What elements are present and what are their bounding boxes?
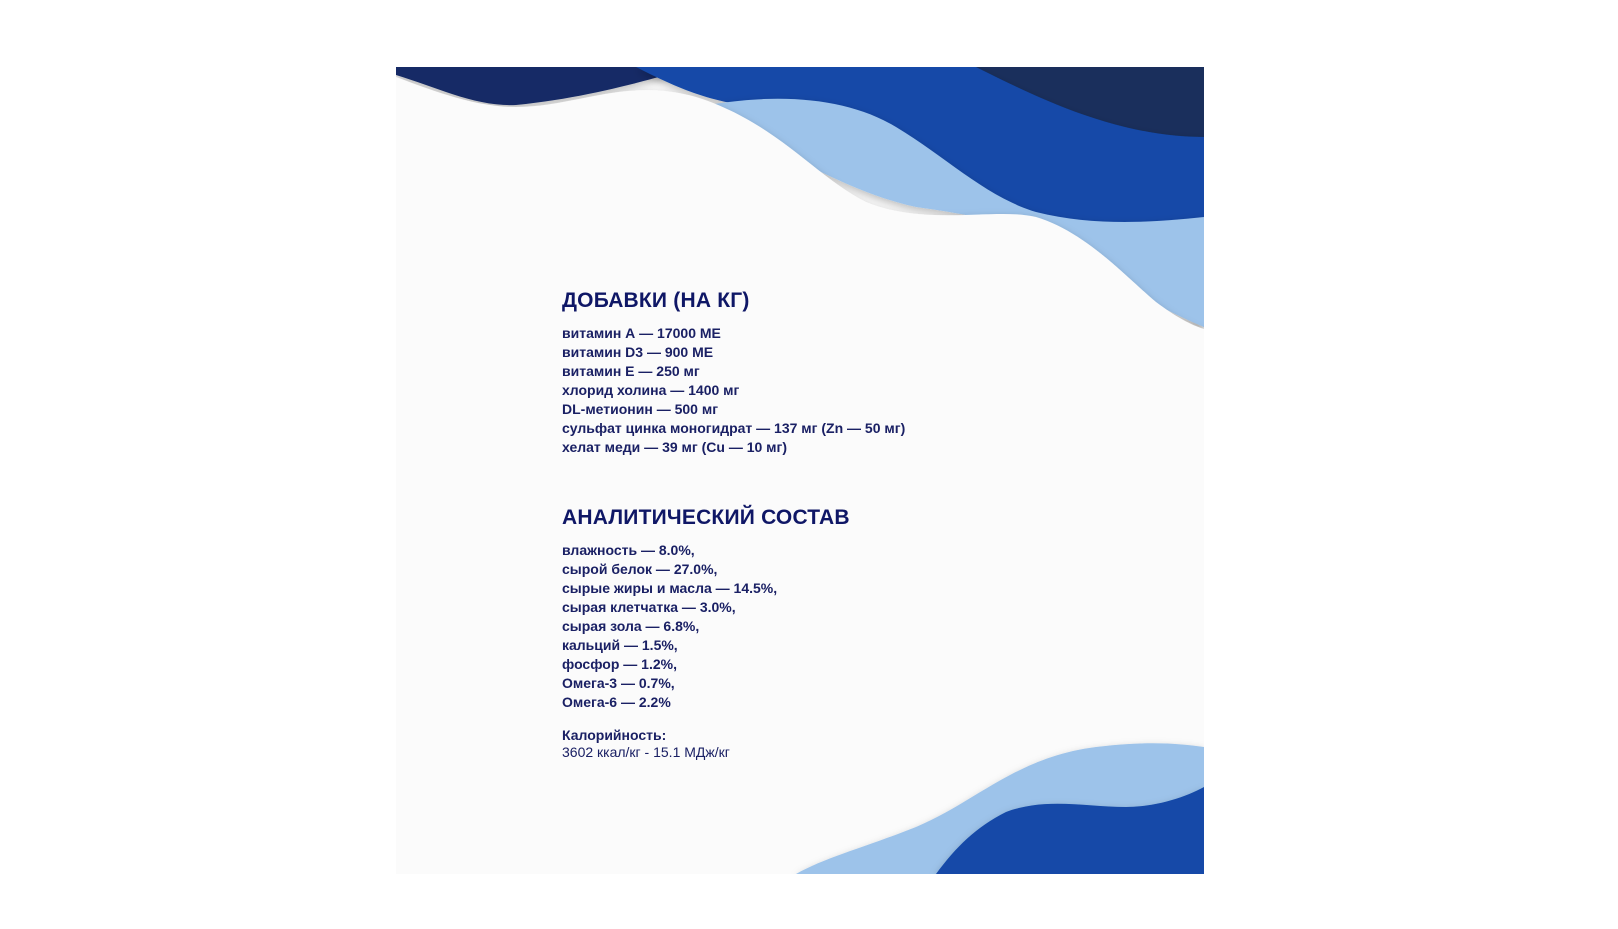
list-item: хелат меди — 39 мг (Cu — 10 мг) bbox=[562, 439, 788, 455]
list-item: витамин А — 17000 МЕ bbox=[562, 325, 721, 341]
list-item: сырая зола — 6.8%, bbox=[562, 618, 700, 634]
list-item: сырая клетчатка — 3.0%, bbox=[562, 599, 736, 615]
list-item: влажность — 8.0%, bbox=[562, 542, 695, 558]
wave-decoration bbox=[396, 67, 1204, 874]
info-card bbox=[396, 67, 1204, 874]
list-item: сырой белок — 27.0%, bbox=[562, 561, 718, 577]
analysis-list bbox=[562, 541, 777, 712]
list-item: сульфат цинка моногидрат — 137 мг (Zn — 50 мг) bbox=[562, 420, 906, 436]
list-item: хлорид холина — 1400 мг bbox=[562, 382, 740, 398]
list-item: витамин D3 — 900 МЕ bbox=[562, 344, 714, 360]
calories-label: Калорийность: bbox=[562, 727, 667, 743]
list-item: кальций — 1.5%, bbox=[562, 637, 678, 653]
analysis-title: АНАЛИТИЧЕСКИЙ СОСТАВ bbox=[562, 506, 850, 529]
list-item: витамин Е — 250 мг bbox=[562, 363, 700, 379]
list-item: сырые жиры и масла — 14.5%, bbox=[562, 580, 778, 596]
additives-title: ДОБАВКИ (НА КГ) bbox=[562, 289, 750, 312]
calories-value: 3602 ккал/кг - 15.1 МДж/кг bbox=[562, 744, 730, 760]
list-item: DL-метионин — 500 мг bbox=[562, 401, 719, 417]
list-item: Омега-6 — 2.2% bbox=[562, 694, 671, 710]
list-item: фосфор — 1.2%, bbox=[562, 656, 677, 672]
additives-list bbox=[562, 324, 905, 457]
list-item: Омега-3 — 0.7%, bbox=[562, 675, 675, 691]
